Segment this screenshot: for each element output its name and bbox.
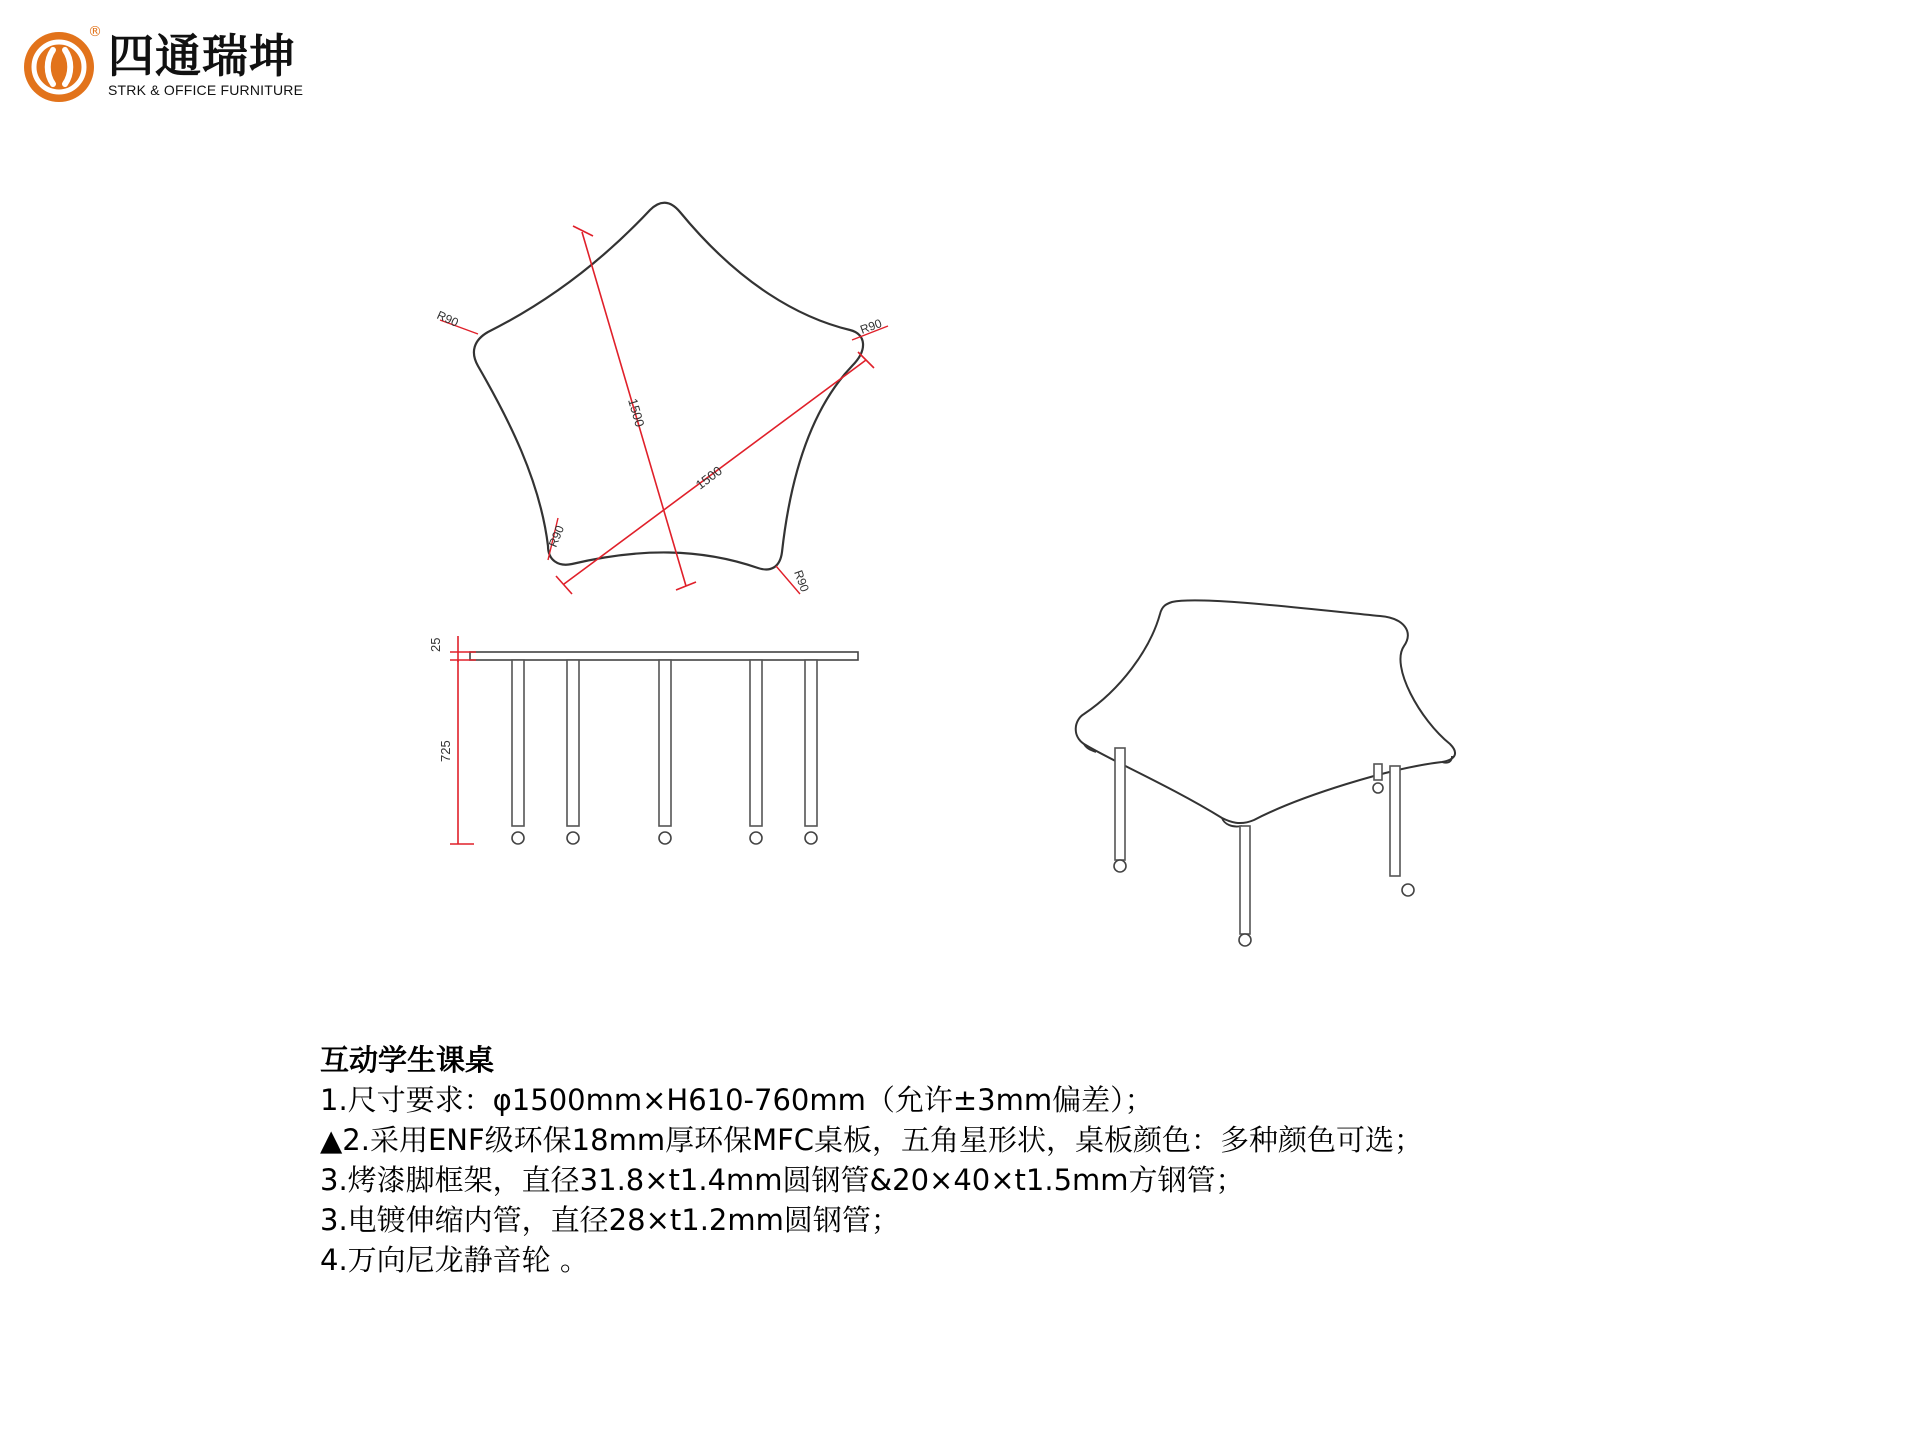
spec-block bbox=[320, 1040, 1880, 1280]
spec-line-tabletop: ▲2.采用ENF级环保18mm厚环保MFC桌板，五角星形状，桌板颜色：多种颜色可选； bbox=[320, 1123, 1424, 1157]
dimension-label-1500-a: 1500 bbox=[625, 396, 648, 429]
registered-mark: ® bbox=[88, 24, 102, 40]
brand-name-cn: 四通瑞坤 bbox=[108, 29, 296, 83]
dimension-label-25: 25 bbox=[428, 637, 443, 652]
spec-line-inner-tube: 3.电镀伸缩内管，直径28×t1.2mm圆钢管； bbox=[320, 1203, 900, 1237]
radius-label-r90-2: R90 bbox=[858, 316, 884, 337]
product-title: 互动学生课桌 bbox=[320, 1043, 495, 1077]
spec-line-size: 1.尺寸要求：φ1500mm×H610-760mm（允许±3mm偏差）； bbox=[320, 1083, 1154, 1117]
isometric-view bbox=[1076, 600, 1455, 946]
radius-label-r90-1: R90 bbox=[434, 307, 461, 330]
spec-line-frame: 3.烤漆脚框架，直径31.8×t1.4mm圆钢管&20×40×t1.5mm方钢管； bbox=[320, 1163, 1245, 1197]
radius-label-r90-3: R90 bbox=[545, 523, 568, 550]
side-view bbox=[428, 636, 858, 844]
radius-label-r90-4: R90 bbox=[791, 568, 812, 594]
tabletop-outline-top-view bbox=[474, 203, 863, 570]
spec-line-casters: 4.万向尼龙静音轮 。 bbox=[320, 1243, 589, 1277]
dimension-label-1500-b: 1500 bbox=[692, 463, 725, 493]
dimension-label-725: 725 bbox=[438, 740, 453, 762]
tabletop-side bbox=[470, 652, 858, 660]
top-view bbox=[435, 203, 888, 594]
brand-name-en: STRK & OFFICE FURNITURE bbox=[108, 82, 304, 98]
